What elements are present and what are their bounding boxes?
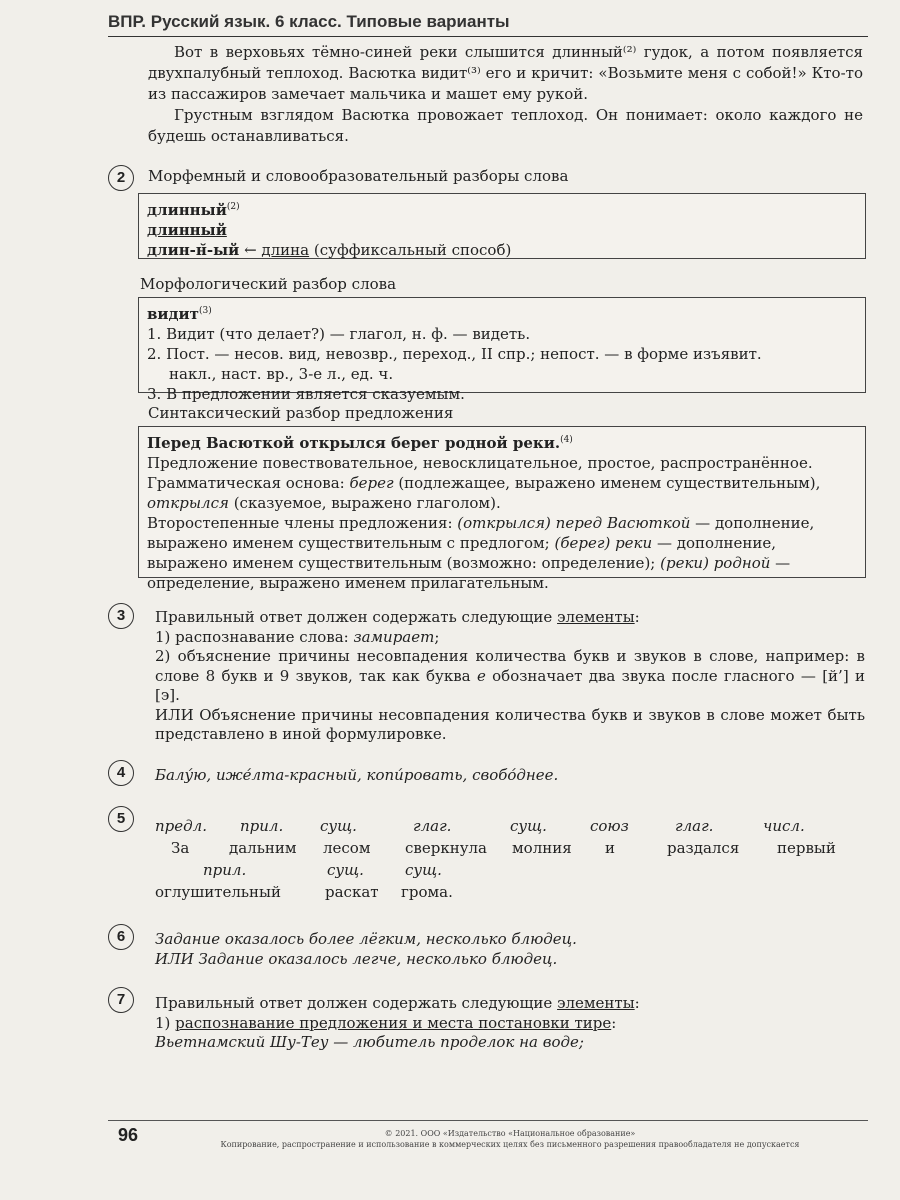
syntax-title: Синтаксический разбор предложения — [148, 404, 454, 422]
s5-word: грома. — [401, 883, 453, 901]
syntax-3c: — дополнение, выражено именем существительным с предлогом; — [147, 514, 815, 552]
derivation-note: (суффиксальный способ) — [313, 241, 512, 259]
s3-l2a: 1) распознавание слова: — [155, 627, 354, 646]
s5-word: лесом — [323, 839, 371, 857]
footer-divider — [108, 1120, 868, 1121]
morph-line-3: 3. В предложении является сказуемым. — [147, 385, 465, 403]
morpheme-box — [138, 193, 866, 259]
syntax-3f: (реки) родной — [660, 554, 771, 572]
morph-word-mark: (3) — [198, 306, 212, 316]
intro-paragraph-2: Грустным взглядом Васютка провожает теплоход. Он понимает: около каждого не будешь останавливаться. — [148, 106, 863, 145]
task-number-4: 4 — [108, 760, 134, 786]
s6-l2: ИЛИ Задание оказалось легче, несколько блюдец. — [155, 949, 558, 968]
s5-words-row-2 — [155, 883, 865, 905]
footer-text — [160, 1128, 860, 1150]
syntax-3d: (берег) реки — [554, 534, 653, 552]
s5-tags-row-1 — [155, 817, 865, 839]
task-number-5: 5 — [108, 806, 134, 832]
s5-tag: глаг. — [675, 817, 714, 835]
s3-l1c: : — [634, 608, 640, 626]
section-7 — [155, 994, 865, 1053]
section-6 — [155, 930, 865, 969]
s7-l2c: : — [611, 1013, 617, 1032]
s5-word: дальним — [229, 839, 297, 857]
s5-tag: сущ. — [327, 861, 364, 879]
syntax-3a: Второстепенные члены предложения: — [147, 514, 458, 532]
s5-word: сверкнула — [405, 839, 487, 857]
s3-l2b: замирает — [353, 627, 435, 646]
s3-l2c: ; — [434, 627, 440, 646]
morpheme-word-mark: (2) — [226, 202, 240, 212]
morpheme-breakdown: длинный — [147, 221, 227, 239]
morph-title: Морфологический разбор слова — [140, 275, 397, 293]
intro-paragraph-1: Вот в верховьях тёмно-синей реки слышится длинный⁽²⁾ гудок, а потом появляется двухпалубный теплоход. Васютка видит⁽³⁾ его и кричит: «Возьмите меня с собой!» Кто-то из пассажиров замечает мальчика и машет ему рукой. — [148, 43, 863, 103]
s7-l2a: 1) — [155, 1013, 176, 1032]
s5-tag: сущ. — [405, 861, 442, 879]
morph-word: видит — [147, 305, 199, 323]
syntax-2e: (сказуемое, выражено глаголом). — [228, 494, 501, 512]
task-number-3: 3 — [108, 603, 134, 629]
morph-line-1: 1. Видит (что делает?) — глагол, н. ф. — видеть. — [147, 325, 531, 343]
s5-tag: сущ. — [320, 817, 357, 835]
footer-copyright: © 2021. ООО «Издательство «Национальное образование» — [384, 1129, 636, 1138]
s3-l1a: Правильный ответ должен содержать следующие — [155, 608, 558, 626]
morph-line-2b: накл., наст. вр., 3-е л., ед. ч. — [169, 365, 394, 383]
s5-word: молния — [512, 839, 572, 857]
syntax-3b: (открылся) перед Васюткой — [457, 514, 691, 532]
intro-text — [148, 42, 863, 147]
syntax-2a: Грамматическая основа: — [147, 474, 350, 492]
derivation-right: длина — [261, 241, 310, 259]
syntax-2d: открылся — [147, 494, 229, 512]
s7-l3: Вьетнамский Шу-Теу — любитель проделок на воде; — [155, 1033, 584, 1051]
s5-tag: глаг. — [413, 817, 452, 835]
s7-l2b: распознавание предложения и места постановки тире — [175, 1013, 612, 1032]
s5-word: раскат — [325, 883, 379, 901]
s5-tag: союз — [590, 817, 629, 835]
s3-l3b: е — [476, 666, 486, 685]
derivation-left: длин-н̆-ый — [147, 241, 240, 259]
section-5 — [155, 817, 865, 905]
s5-word: За — [171, 839, 190, 857]
s7-l1b: элементы — [557, 994, 635, 1012]
task-number-7: 7 — [108, 987, 134, 1013]
syntax-line-2 — [147, 473, 857, 513]
s5-word: раздался — [667, 839, 740, 857]
syntax-line-1: Предложение повествовательное, невосклицательное, простое, распространённое. — [147, 454, 813, 472]
s5-tag: предл. — [155, 817, 207, 835]
s3-l4: ИЛИ Объяснение причины несовпадения количества букв и звуков в слове может быть представлено в иной формулировке. — [155, 705, 865, 743]
s7-l1c: : — [634, 994, 640, 1012]
task-number-2: 2 — [108, 165, 134, 191]
morph-box — [138, 297, 866, 403]
s5-words-row-1 — [155, 839, 865, 861]
syntax-3g: — определение, выражено именем прилагательным. — [147, 554, 791, 592]
s5-tag: прил. — [203, 861, 247, 879]
s6-l1: Задание оказалось более лёгким, несколько блюдец. — [155, 930, 577, 948]
s5-word: оглушительный — [155, 883, 281, 901]
page-header: ВПР. Русский язык. 6 класс. Типовые варианты — [108, 8, 868, 37]
syntax-box — [138, 426, 866, 592]
syntax-2c: (подлежащее, выражено именем существительным), — [393, 474, 821, 492]
syntax-sentence: Перед Васюткой открылся берег родной реки. — [147, 434, 561, 452]
syntax-line-3 — [147, 513, 857, 593]
s5-tag: числ. — [763, 817, 805, 835]
s5-word: первый — [777, 839, 836, 857]
derivation-arrow: ← — [244, 241, 257, 259]
page-number: 96 — [118, 1125, 139, 1145]
task-number-6: 6 — [108, 924, 134, 950]
syntax-2b: берег — [349, 474, 394, 492]
s5-tags-row-2 — [155, 861, 865, 883]
s5-tag: прил. — [240, 817, 284, 835]
s7-l1a: Правильный ответ должен содержать следующие — [155, 994, 558, 1012]
section-3 — [155, 608, 865, 745]
syntax-3e: — дополнение, выражено именем существительным (возможно: определение); — [147, 534, 777, 572]
s3-l3c: обозначает два звука после гласного — [й’] и [э]. — [155, 666, 865, 704]
syntax-mark: (4) — [560, 435, 573, 445]
section-2-title: Морфемный и словообразовательный разборы слова — [148, 167, 569, 185]
s3-l3: 2) объяснение причины несовпадения количества букв и звуков в слове, например: в слове 8 букв и 9 звуков, так как буква — [155, 647, 865, 685]
s5-tag: сущ. — [510, 817, 547, 835]
s3-l1b: элементы — [557, 608, 635, 626]
morph-line-2: 2. Пост. — несов. вид, невозвр., переход., II спр.; непост. — в форме изъявит. — [147, 345, 762, 363]
footer-notice: Копирование, распространение и использование в коммерческих целях без письменного разрешения правообладателя не допускается — [220, 1140, 800, 1149]
s5-word: и — [605, 839, 615, 857]
morpheme-word: длинный — [147, 201, 227, 219]
section-4-text: Балу́ю, иже́лта-красный, копи́ровать, свобо́днее. — [155, 766, 559, 784]
